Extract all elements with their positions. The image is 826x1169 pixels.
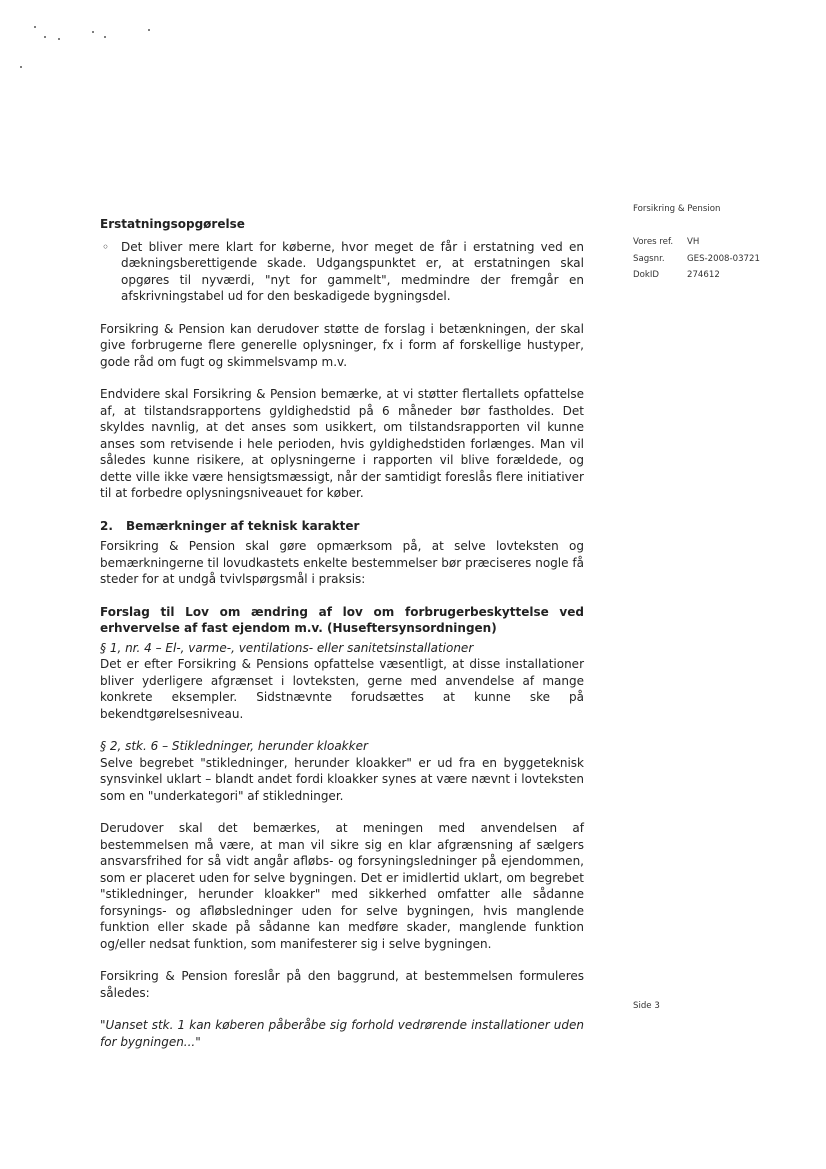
meta-label: Vores ref.	[633, 237, 674, 247]
paragraph: Endvidere skal Forsikring & Pension bemærke, at vi støtter flertallets opfattelse af, at tilstandsrapportens gyldighedstid på 6 måneder bør fastholdes. Det skyldes navnlig, at det anses som usikkert, om tilstandsrapporten vil kunne anses som retvisende i hele perioden, hvis gyldighedstiden forlænges. Man vil således kunne risikere, at oplysningerne i rapporten vil blive forældede, og dette ville ikke være hensigtsmæssigt, når der samtidigt foreslås flere initiativer til at forbedre oplysningsniveauet for køber.	[100, 387, 584, 500]
section-2-heading	[100, 518, 584, 535]
page-number: Side 3	[633, 1001, 660, 1011]
subsection-title: § 2, stk. 6 – Stikledninger, herunder kloakker	[100, 739, 368, 753]
letter-sidebar	[633, 204, 813, 1011]
letter-body	[100, 216, 584, 1050]
scan-speck	[92, 31, 94, 33]
meta-value: VH	[687, 237, 700, 247]
scan-speck	[34, 26, 36, 28]
section-number: 2.	[100, 518, 113, 533]
paragraph: Det er efter Forsikring & Pensions opfattelse væsentligt, at disse installationer bliver yderligere afgrænset i lovteksten, gerne med anvendelse af mange konkrete eksempler. Sidstnævnte forudsættes at kunne ske på bekendtgørelsesniveau.	[100, 657, 584, 721]
meta-label: DokID	[633, 270, 660, 280]
paragraph: Forsikring & Pension skal gøre opmærksom på, at selve lovteksten og bemærkningerne til lovudkastets enkelte bestemmelser bør præciseres nogle få steder for at undgå tvivlspørgsmål i praksis:	[100, 539, 584, 586]
meta-row-case	[633, 251, 813, 268]
scan-speck	[20, 66, 22, 68]
organization-name: Forsikring & Pension	[633, 204, 721, 214]
meta-row-docid	[633, 267, 813, 284]
bullet-text: Det bliver mere klart for køberne, hvor meget de får i erstatning ved en dækningsberettigende skade. Udgangspunktet er, at erstatningen skal opgøres til nyværdi, "nyt for gammelt", medmindre der fremgår en afskrivningstabel ud for den beskadigede bygningsdel.	[121, 239, 584, 303]
section-heading: Erstatningsopgørelse	[100, 217, 245, 231]
meta-label: Sagsnr.	[633, 253, 665, 264]
meta-value: 274612	[687, 270, 720, 280]
law-proposal-heading: Forslag til Lov om ændring af lov om forbrugerbeskyttelse ved erhvervelse af fast ejendom m.v. (Huseftersynsordningen)	[100, 604, 584, 635]
paragraph: Forsikring & Pension foreslår på den baggrund, at bestemmelsen formuleres således:	[100, 969, 584, 1000]
scan-speck	[44, 36, 46, 38]
section-title: Bemærkninger af teknisk karakter	[126, 518, 360, 533]
scan-speck	[104, 36, 106, 38]
paragraph: Forsikring & Pension kan derudover støtte de forslag i betænkningen, der skal give forbrugerne flere generelle oplysninger, fx i form af forskellige hustyper, gode råd om fugt og skimmelsvamp m.v.	[100, 321, 584, 369]
meta-value: GES-2008-03721	[687, 253, 760, 264]
bullet-item	[100, 239, 584, 305]
scan-speck	[58, 38, 60, 40]
paragraph: Derudover skal det bemærkes, at meningen med anvendelsen af bestemmelsen må være, at man vil sikre sig en klar afgrænsning af sælgers ansvarsfrihed for så vidt angår afløbs- og forsyningsledninger på ejendommen, som er placeret uden for selve bygningen. Det er imidlertid uklart, om begrebet "stikledninger, herunder kloakker" med sikkerhed omfatter alle sådanne forsynings- og afløbsledninger uden for selve bygningen, hvis manglende funktion eller skade på sådanne kan medføre skader, manglende funktion og/eller nedsat funktion, som manifesterer sig i selve bygningen.	[100, 821, 584, 951]
meta-row-ref	[633, 234, 813, 251]
bullet-marker: ◦	[102, 239, 110, 254]
scan-speck	[148, 29, 150, 31]
subsection-title: § 1, nr. 4 – El-, varme-, ventilations- eller sanitetsinstallationer	[100, 640, 474, 655]
paragraph: Selve begrebet "stikledninger, herunder kloakker" er ud fra en byggeteknisk synsvinkel uklart – blandt andet fordi kloakker synes at være nævnt i lovteksten som en "underkategori" af stikledninger.	[100, 755, 584, 803]
proposed-wording-quote: "Uanset stk. 1 kan køberen påberåbe sig forhold vedrørende installationer uden for bygningen..."	[100, 1018, 584, 1049]
